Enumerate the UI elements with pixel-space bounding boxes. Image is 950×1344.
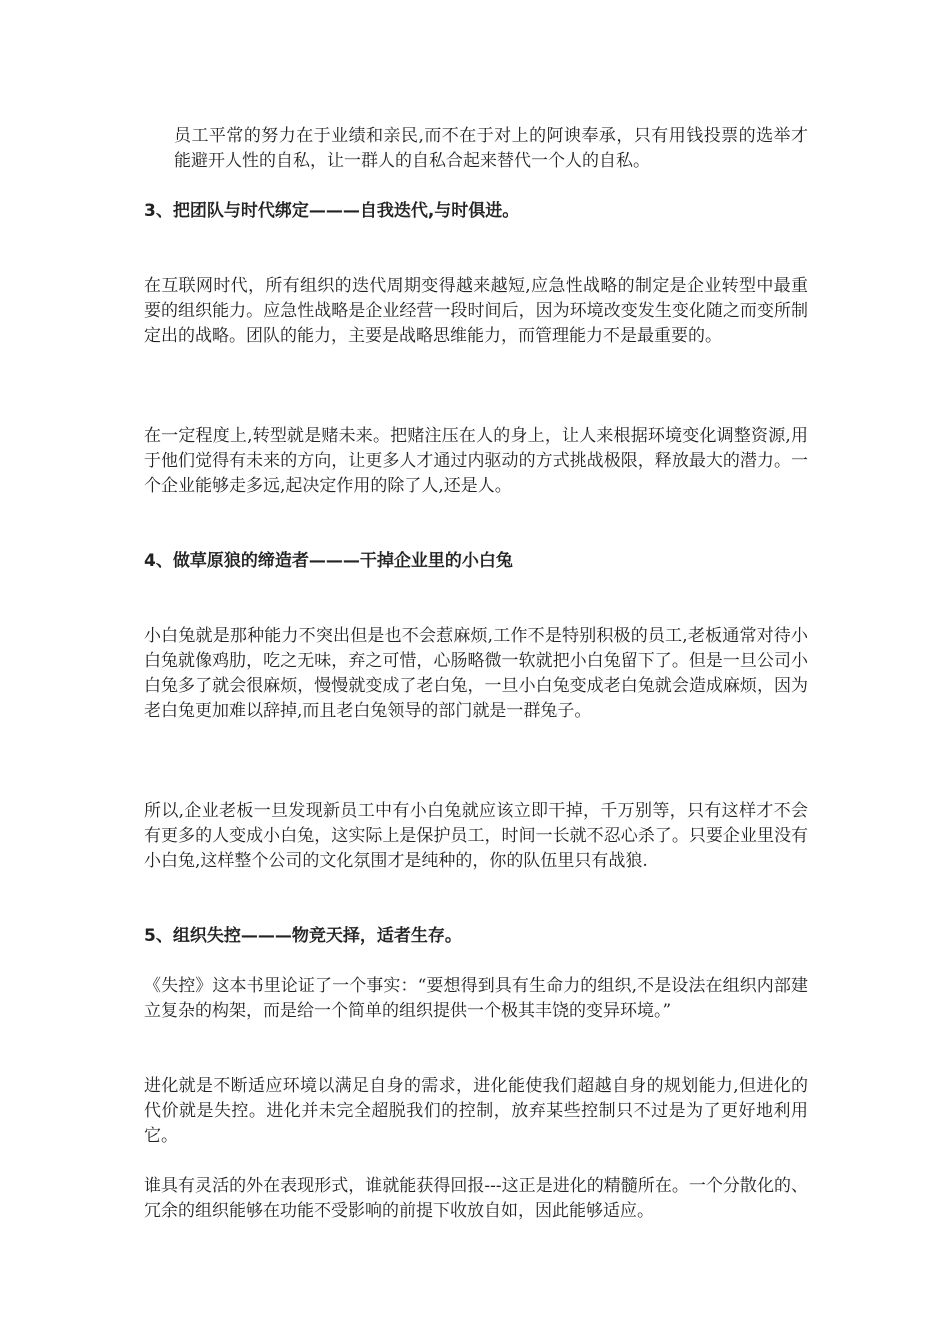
paragraph-white-rabbit: 小白兔就是那种能力不突出但是也不会惹麻烦,工作不是特别积极的员工,老板通常对待小白兔就像鸡肋，吃之无味，弃之可惜，心肠略微一软就把小白兔留下了。但是一旦公司小白兔多了就会很麻烦，慢慢就变成了老白兔，一旦小白兔变成老白兔就会造成麻烦，因为老白兔更加难以辞掉,而且老白兔领导的部门就是一群兔子。	[144, 626, 808, 721]
paragraph-transformation: 在一定程度上,转型就是赌未来。把赌注压在人的身上，让人来根据环境变化调整资源,用于他们觉得有未来的方向，让更多人才通过内驱动的方式挑战极限，释放最大的潜力。一个企业能够走多远,起决定作用的除了人,还是人。	[144, 426, 808, 496]
paragraph-voting: 员工平常的努力在于业绩和亲民,而不在于对上的阿谀奉承，只有用钱投票的选举才能避开人性的自私，让一群人的自私合起来替代一个人的自私。	[174, 126, 808, 171]
paragraph-boss-action: 所以,企业老板一旦发现新员工中有小白兔就应该立即干掉，千万别等，只有这样才不会有更多的人变成小白兔，这实际上是保护员工，时间一长就不忍心杀了。只要企业里没有小白兔,这样整个公司的文化氛围才是纯种的，你的队伍里只有战狼.	[144, 801, 808, 871]
paragraph-evolution: 进化就是不断适应环境以满足自身的需求，进化能使我们超越自身的规划能力,但进化的代价就是失控。进化并未完全超脱我们的控制，放弃某些控制只不过是为了更好地利用它。	[144, 1076, 808, 1146]
heading-section-4: 4、做草原狼的缔造者———干掉企业里的小白兔	[144, 551, 513, 571]
heading-section-5: 5、组织失控———物竞天择，适者生存。	[144, 926, 462, 946]
paragraph-out-of-control-book: 《失控》这本书里论证了一个事实：“要想得到具有生命力的组织,不是设法在组织内部建立复杂的构架，而是给一个简单的组织提供一个极其丰饶的变异环境。”	[144, 976, 808, 1021]
paragraph-flexibility: 谁具有灵活的外在表现形式，谁就能获得回报---这正是进化的精髓所在。一个分散化的、冗余的组织能够在功能不受影响的前提下收放自如，因此能够适应。	[144, 1176, 808, 1221]
heading-section-3: 3、把团队与时代绑定———自我迭代,与时俱进。	[144, 201, 520, 221]
paragraph-internet-era: 在互联网时代，所有组织的迭代周期变得越来越短,应急性战略的制定是企业转型中最重要的组织能力。应急性战略是企业经营一段时间后，因为环境改变发生变化随之而变所制定出的战略。团队的能力，主要是战略思维能力，而管理能力不是最重要的。	[144, 276, 808, 346]
